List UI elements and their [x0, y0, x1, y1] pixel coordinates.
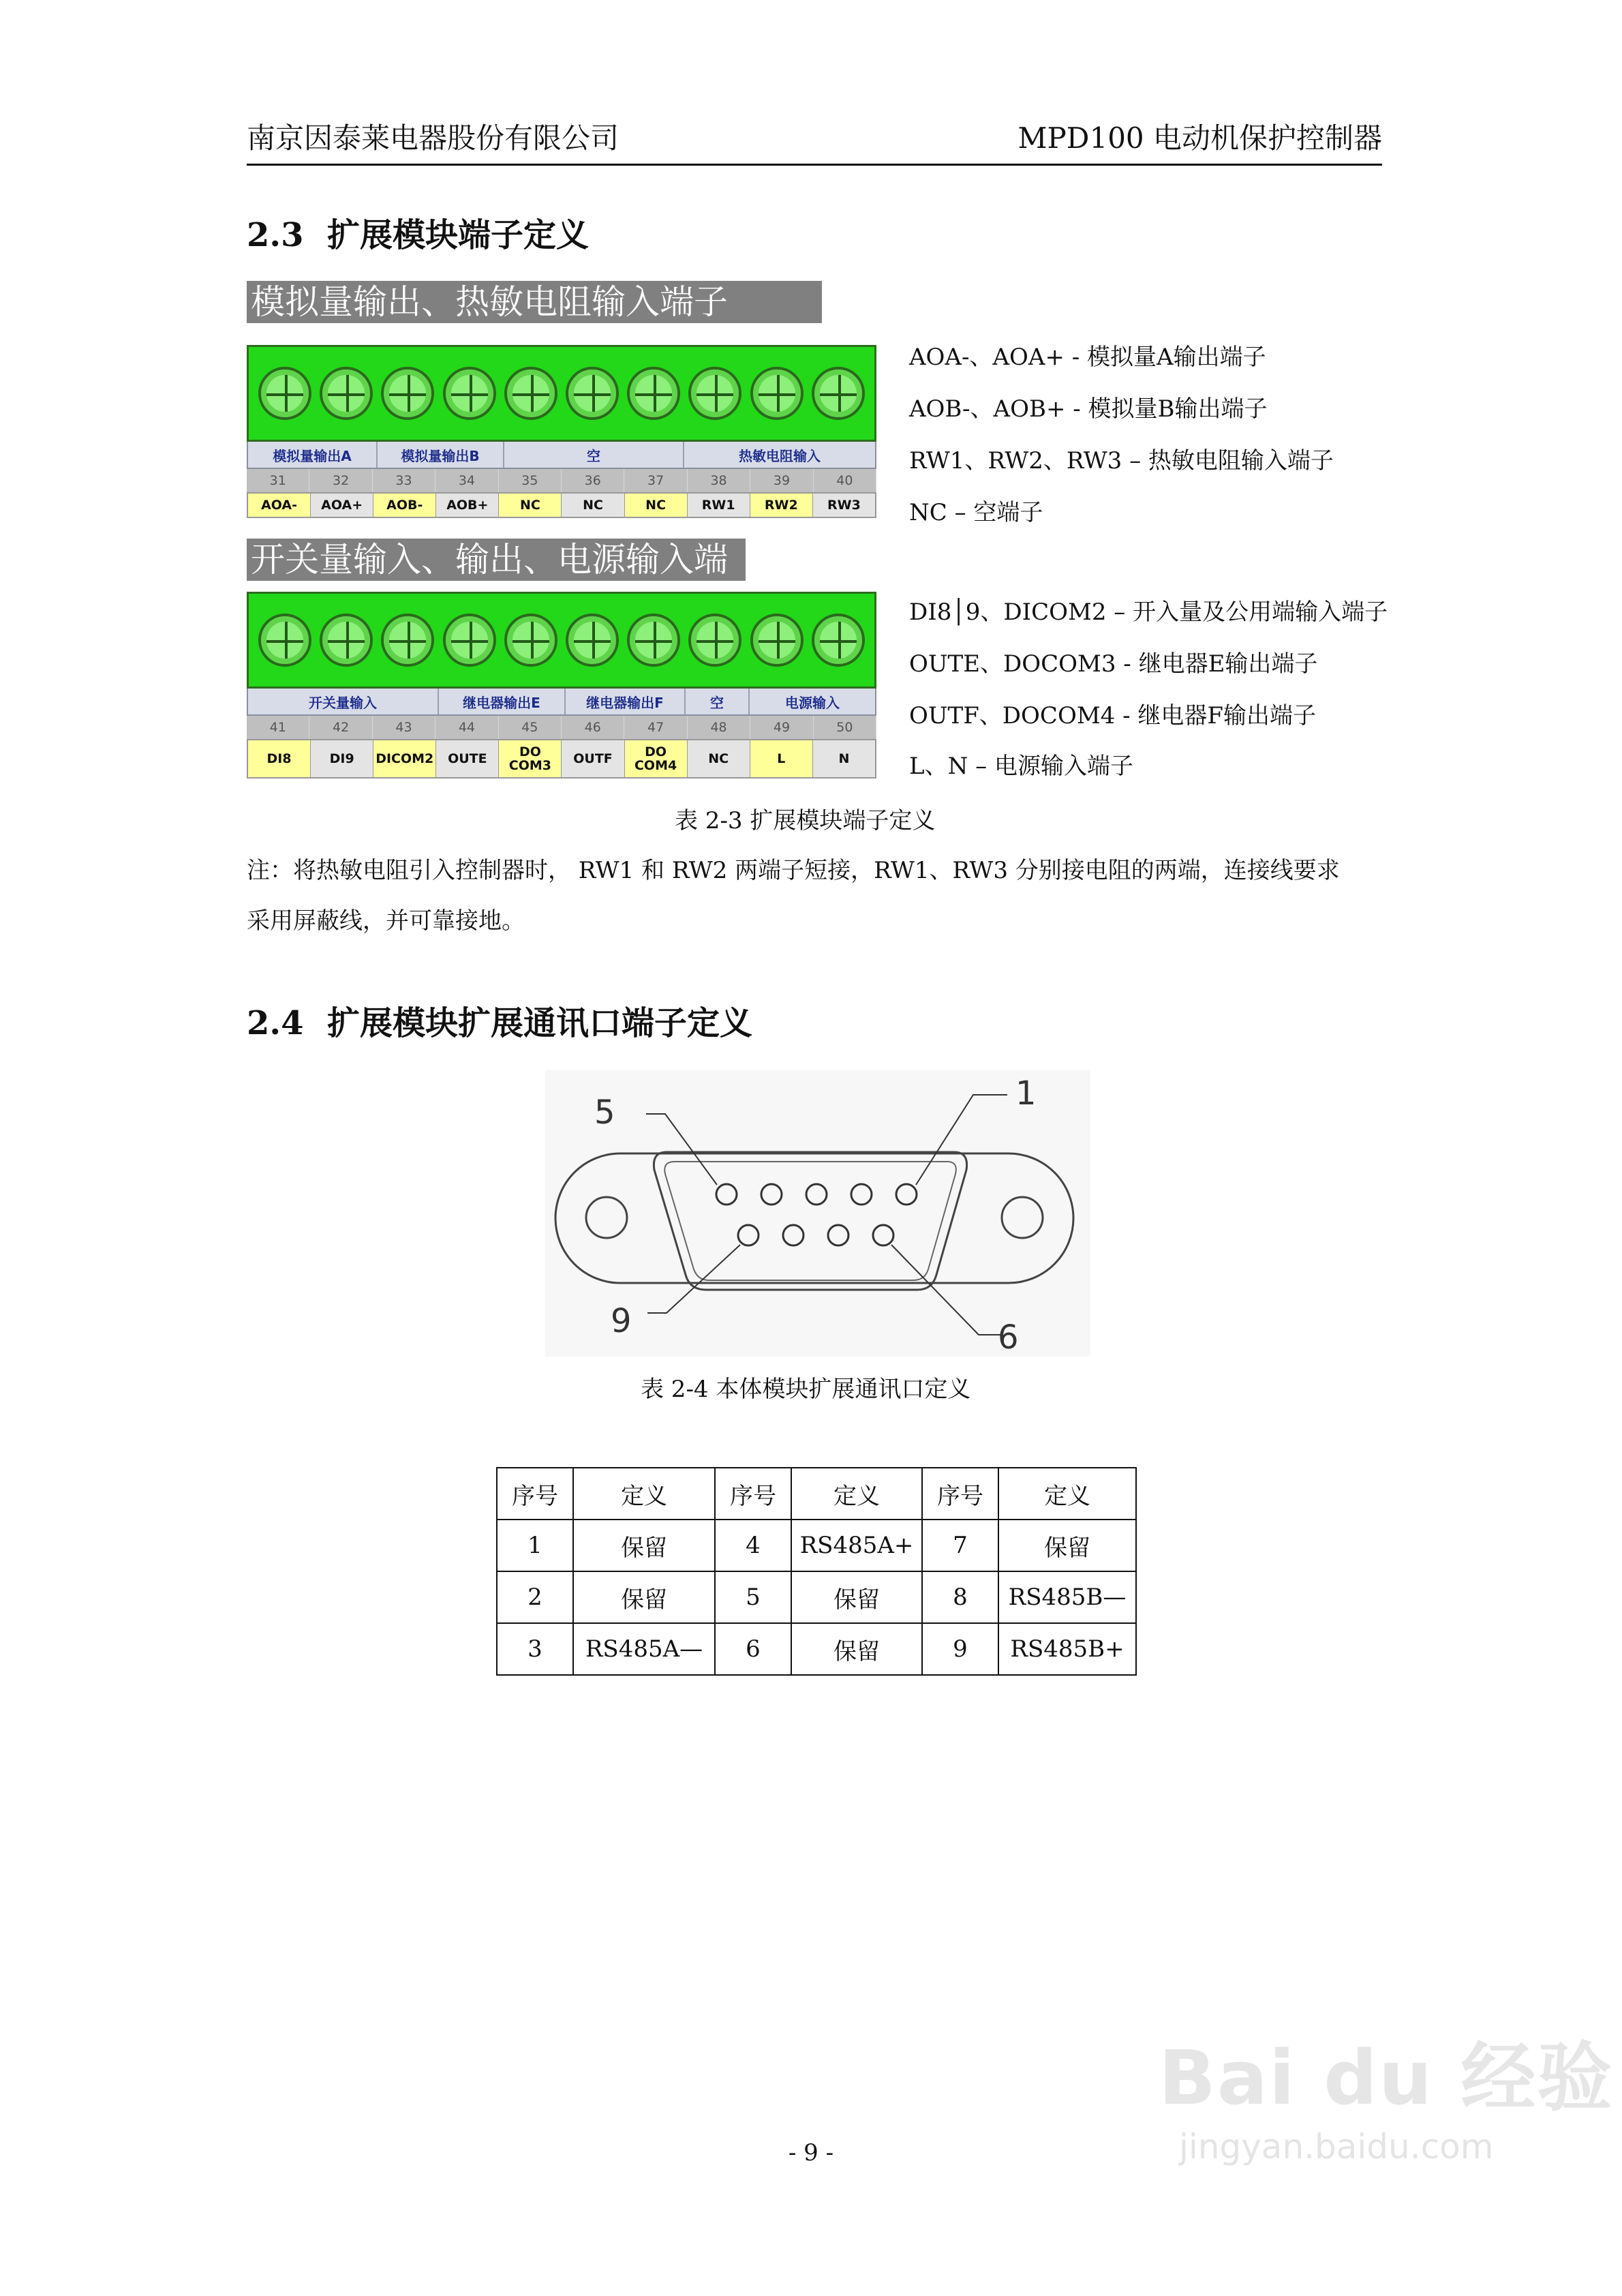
header-company: 南京因泰莱电器股份有限公司: [247, 121, 619, 155]
terminal-groups: [247, 442, 876, 469]
terminal-label: NC: [562, 494, 624, 517]
page-number: - 9 -: [788, 2139, 834, 2166]
terminal-screw: [381, 614, 434, 667]
terminal-description: AOA-、AOA+ - 模拟量A输出端子: [909, 344, 1266, 371]
terminal-screw: [504, 367, 557, 420]
terminal-numbers: [247, 469, 876, 492]
terminal-screw: [443, 614, 496, 667]
table-2-4-caption: 表 2-4 本体模块扩展通讯口定义: [641, 1376, 971, 1403]
db9-connector-diagram: [545, 1070, 1090, 1357]
baidu-jingyan-watermark: Bai du 经验: [1159, 2034, 1614, 2121]
analog-terminal-block: [247, 345, 876, 518]
terminal-label: NC: [688, 740, 750, 777]
table-row: [497, 1623, 1136, 1675]
header-rule: [247, 164, 1382, 166]
section-number: 2.4: [247, 1004, 304, 1042]
group-label: 开关量输入: [248, 689, 439, 714]
table-cell: 保留: [573, 1571, 715, 1623]
group-label: 空: [686, 689, 750, 714]
table-cell: 保留: [573, 1520, 715, 1571]
terminal-screw: [566, 614, 619, 667]
table-2-3-caption: 表 2-3 扩展模块端子定义: [675, 807, 936, 834]
terminal-number: 41: [247, 716, 309, 739]
table-cell: RS485B—: [998, 1571, 1136, 1623]
table-cell: 保留: [791, 1571, 922, 1623]
screw-row: [247, 592, 876, 689]
terminal-screw: [812, 614, 865, 667]
terminal-number: 42: [309, 716, 372, 739]
group-label: 热敏电阻输入: [739, 447, 821, 464]
terminal-labels: [247, 739, 876, 779]
terminal-number: 32: [309, 469, 372, 492]
table-cell: 9: [922, 1623, 998, 1675]
terminal-label: AOB-: [373, 494, 436, 517]
table-cell: 6: [715, 1623, 791, 1675]
table-header-row: [497, 1468, 1136, 1520]
terminal-number: 37: [624, 469, 687, 492]
terminal-label: OUTE: [436, 740, 499, 777]
table-cell: 7: [922, 1520, 998, 1571]
terminal-description: OUTE、DOCOM3 - 继电器E输出端子: [909, 650, 1318, 678]
group-label: 继电器输出E: [439, 689, 566, 714]
analog-terminal-band: 模拟量输出、热敏电阻输入端子: [247, 281, 822, 323]
terminal-screw: [320, 367, 373, 420]
watermark-url: jingyan.baidu.com: [1179, 2127, 1494, 2166]
table-header-cell: 序号: [922, 1468, 998, 1520]
terminal-screw: [627, 367, 680, 420]
note-line: 注：将热敏电阻引入控制器时， RW1 和 RW2 两端子短接，RW1、RW3 分别接电阻的两端，连接线要求: [247, 857, 1340, 884]
terminal-label: OUTF: [562, 740, 624, 777]
terminal-number: 47: [624, 716, 687, 739]
terminal-label: DI8: [248, 740, 311, 777]
table-header-cell: 定义: [998, 1468, 1136, 1520]
terminal-description: OUTF、DOCOM4 - 继电器F输出端子: [909, 702, 1316, 729]
terminal-label: AOA+: [311, 494, 373, 517]
terminal-number: 33: [373, 469, 435, 492]
pin-label-9: 9: [611, 1302, 632, 1340]
note-line: 采用屏蔽线，并可靠接地。: [247, 907, 525, 935]
terminal-description: AOB-、AOB+ - 模拟量B输出端子: [909, 395, 1268, 423]
terminal-number: 48: [688, 716, 750, 739]
terminal-label: N: [813, 740, 875, 777]
switch-terminal-band: 开关量输入、输出、电源输入端: [247, 539, 746, 581]
terminal-label: RW1: [688, 494, 750, 517]
terminal-number: 35: [499, 469, 562, 492]
terminal-screw: [443, 367, 496, 420]
table-cell: RS485B+: [998, 1623, 1136, 1675]
terminal-number: 38: [688, 469, 750, 492]
switch-terminal-block: [247, 592, 876, 779]
terminal-label: DO COM4: [625, 740, 688, 777]
terminal-groups: [247, 689, 876, 716]
table-cell: 5: [715, 1571, 791, 1623]
header-product: MPD100 电动机保护控制器: [1017, 121, 1382, 155]
terminal-number: 31: [247, 469, 309, 492]
terminal-number: 50: [814, 716, 876, 739]
group-label: 模拟量输出A: [248, 442, 378, 468]
pin-label-5: 5: [594, 1093, 615, 1132]
pin-label-6: 6: [998, 1318, 1019, 1357]
table-cell: 4: [715, 1520, 791, 1571]
terminal-label: DICOM2: [373, 740, 436, 777]
terminal-screw: [750, 614, 804, 667]
terminal-number: 40: [814, 469, 876, 492]
group-label: 空: [504, 442, 684, 468]
table-cell: RS485A+: [791, 1520, 922, 1571]
terminal-number: 34: [435, 469, 498, 492]
table-header-cell: 序号: [715, 1468, 791, 1520]
table-header-cell: 序号: [497, 1468, 573, 1520]
terminal-number: 45: [499, 716, 562, 739]
terminal-numbers: [247, 716, 876, 739]
terminal-label: DO COM3: [499, 740, 562, 777]
screw-row: [247, 345, 876, 442]
terminal-description: DI8│9、DICOM2 – 开入量及公用端输入端子: [909, 599, 1388, 626]
table-header-cell: 定义: [791, 1468, 922, 1520]
terminal-label: DI9: [311, 740, 373, 777]
table-cell: RS485A—: [573, 1623, 715, 1675]
terminal-screw: [258, 614, 311, 667]
group-label: 继电器输出F: [566, 689, 686, 714]
terminal-number: 39: [750, 469, 813, 492]
terminal-labels: [247, 492, 876, 518]
group-label: 模拟量输出B: [378, 442, 504, 468]
terminal-screw: [688, 367, 741, 420]
terminal-screw: [566, 367, 619, 420]
terminal-screw: [812, 367, 865, 420]
terminal-number: 44: [435, 716, 498, 739]
table-cell: 保留: [998, 1520, 1136, 1571]
section-number: 2.3: [247, 216, 304, 254]
terminal-screw: [381, 367, 434, 420]
terminal-number: 46: [562, 716, 624, 739]
table-cell: 保留: [791, 1623, 922, 1675]
section-title: 扩展模块端子定义: [327, 216, 590, 254]
terminal-number: 49: [750, 716, 813, 739]
terminal-label: RW2: [750, 494, 813, 517]
terminal-description: RW1、RW2、RW3 – 热敏电阻输入端子: [909, 447, 1334, 474]
table-cell: 2: [497, 1571, 573, 1623]
pin-label-1: 1: [1015, 1074, 1037, 1113]
terminal-label: NC: [499, 494, 562, 517]
section-title: 扩展模块扩展通讯口端子定义: [327, 1004, 753, 1042]
terminal-number: 36: [562, 469, 624, 492]
section-2-4-heading: [247, 997, 752, 1044]
terminal-number: 43: [373, 716, 435, 739]
terminal-screw: [504, 614, 557, 667]
section-2-3-heading: [247, 209, 589, 256]
terminal-label: AOA-: [248, 494, 311, 517]
terminal-description: L、N – 电源输入端子: [909, 753, 1133, 780]
table-row: [497, 1520, 1136, 1571]
terminal-label: NC: [625, 494, 688, 517]
table-cell: 1: [497, 1520, 573, 1571]
terminal-screw: [258, 367, 311, 420]
terminal-label: L: [750, 740, 813, 777]
terminal-label: RW3: [813, 494, 875, 517]
terminal-label: AOB+: [436, 494, 499, 517]
table-cell: 3: [497, 1623, 573, 1675]
terminal-screw: [320, 614, 373, 667]
group-label: 电源输入: [785, 694, 840, 711]
terminal-screw: [627, 614, 680, 667]
comm-port-table: [496, 1467, 1137, 1676]
table-header-cell: 定义: [573, 1468, 715, 1520]
terminal-screw: [750, 367, 804, 420]
table-row: [497, 1571, 1136, 1623]
table-cell: 8: [922, 1571, 998, 1623]
terminal-description: NC – 空端子: [909, 499, 1043, 526]
terminal-screw: [688, 614, 741, 667]
